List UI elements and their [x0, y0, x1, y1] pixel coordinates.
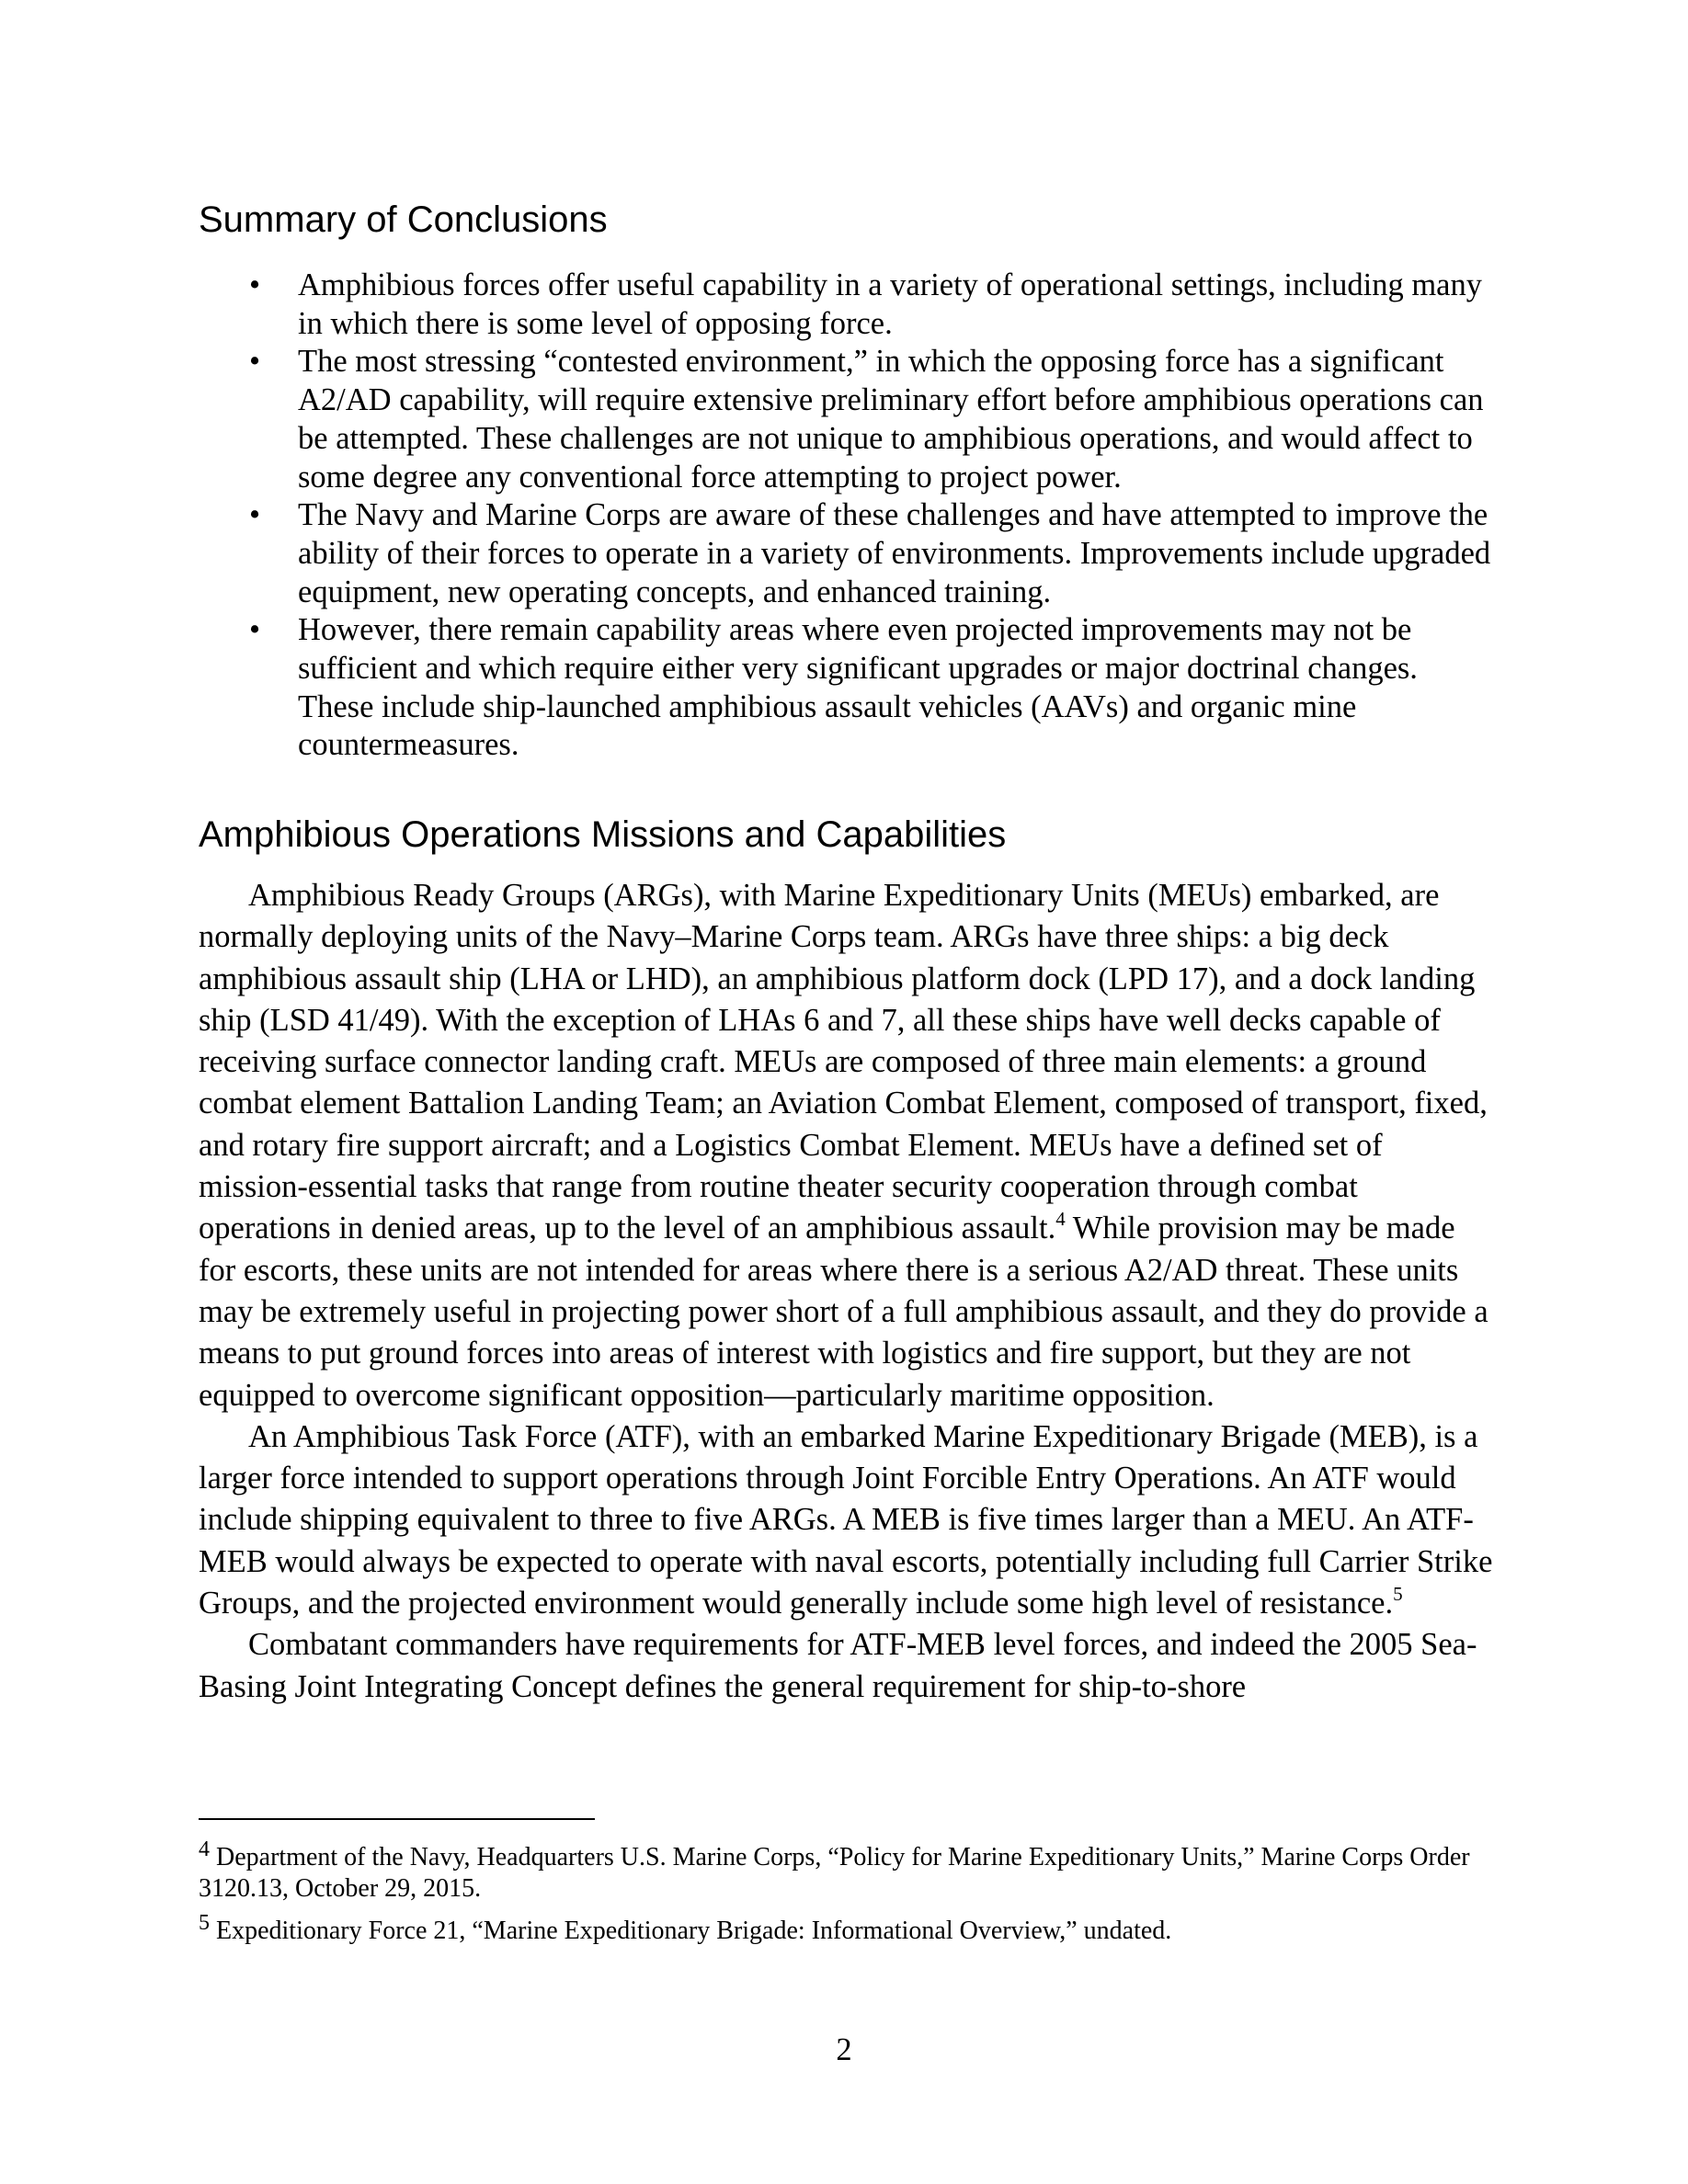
bullet-item: [199, 611, 1495, 765]
body-paragraph: [199, 875, 1495, 1416]
bullet-icon: •: [249, 612, 261, 648]
footnote-number: 5: [199, 1911, 210, 1935]
bullet-item: [199, 267, 1495, 343]
bullet-text: The Navy and Marine Corps are aware of these challenges and have attempted to improve the ability of their forces to operate in a variety of environments. Improvements include upgraded equipment, new operating concepts, and enhanced training.: [298, 497, 1491, 609]
footnote-number: 4: [199, 1837, 210, 1861]
missions-body: [199, 875, 1495, 1708]
footnote-4: [199, 1837, 1495, 1905]
bullet-icon: •: [249, 497, 261, 533]
bullet-text: However, there remain capability areas where even projected improvements may not be sufficient and which require either very significant upgrades or major doctrinal changes. These include ship-launched amphibious assault vehicles (AAVs) and organic mine countermeasures.: [298, 612, 1418, 763]
bullet-text: Amphibious forces offer useful capability in a variety of operational settings, including many in which there is some level of opposing force.: [298, 267, 1482, 341]
bullet-icon: •: [249, 267, 261, 302]
paragraph-text: Combatant commanders have requirements for ATF-MEB level forces, and indeed the 2005 Sea-Basing Joint Integrating Concept defines the general requirement for ship-to-shore: [199, 1627, 1477, 1704]
page-number: 2: [836, 2032, 852, 2067]
bullet-item: [199, 496, 1495, 611]
footnote-text: Expeditionary Force 21, “Marine Expeditionary Brigade: Informational Overview,” undated.: [210, 1917, 1172, 1945]
body-paragraph: [199, 1624, 1495, 1708]
paragraph-text: An Amphibious Task Force (ATF), with an embarked Marine Expeditionary Brigade (MEB), is a larger force intended to support operations through Joint Forcible Entry Operations. An ATF would include shipping equivalent to three to five ARGs. A MEB is five times larger than a MEU. An ATF-MEB would always be expected to operate with naval escorts, potentially including full Carrier Strike Groups, and the projected environment would generally include some high level of resistance.: [199, 1418, 1493, 1621]
footnote-divider: [199, 1818, 595, 1820]
body-paragraph: [199, 1416, 1495, 1624]
paragraph-text-continued: While provision may be made for escorts, these units are not intended for areas where there is a serious A2/AD threat. These units may be extremely useful in projecting power short of a full amphibious assault, and they do provide a means to put ground forces into areas of interest with logistics and fire support, but they are not equipped to overcome significant opposition—particularly maritime opposition.: [199, 1211, 1488, 1413]
footnote-ref-4: 4: [1055, 1208, 1066, 1231]
bullet-icon: •: [249, 344, 261, 380]
footnote-5: [199, 1911, 1495, 1947]
bullet-text: The most stressing “contested environment,” in which the opposing force has a significant A2/AD capability, will require extensive preliminary effort before amphibious operations can be attempted. These challenges are not unique to amphibious operations, and would affect to some degree any conventional force attempting to project power.: [298, 344, 1484, 495]
paragraph-text: Amphibious Ready Groups (ARGs), with Marine Expeditionary Units (MEUs) embarked, are normally deploying units of the Navy–Marine Corps team. ARGs have three ships: a big deck amphibious assault ship (LHA or LHD), an amphibious platform dock (LPD 17), and a dock landing ship (LSD 41/49). With the exception of LHAs 6 and 7, all these ships have well decks capable of receiving surface connector landing craft. MEUs are composed of three main elements: a ground combat element Battalion Landing Team; an Aviation Combat Element, composed of transport, fixed, and rotary fire support aircraft; and a Logistics Combat Element. MEUs have a defined set of mission-essential tasks that range from routine theater security cooperation through combat operations in denied areas, up to the level of an amphibious assault.: [199, 878, 1488, 1246]
section-heading-missions: Amphibious Operations Missions and Capabilities: [199, 814, 1007, 855]
footnote-ref-5: 5: [1393, 1583, 1403, 1606]
footnote-text: Department of the Navy, Headquarters U.S. Marine Corps, “Policy for Marine Expeditionary Units,” Marine Corps Order 3120.13, October 29, 2015.: [199, 1843, 1470, 1903]
footnotes: [199, 1837, 1495, 1958]
bullet-item: [199, 343, 1495, 496]
conclusions-bullet-list: [199, 267, 1495, 765]
section-heading-summary: Summary of Conclusions: [199, 199, 608, 240]
